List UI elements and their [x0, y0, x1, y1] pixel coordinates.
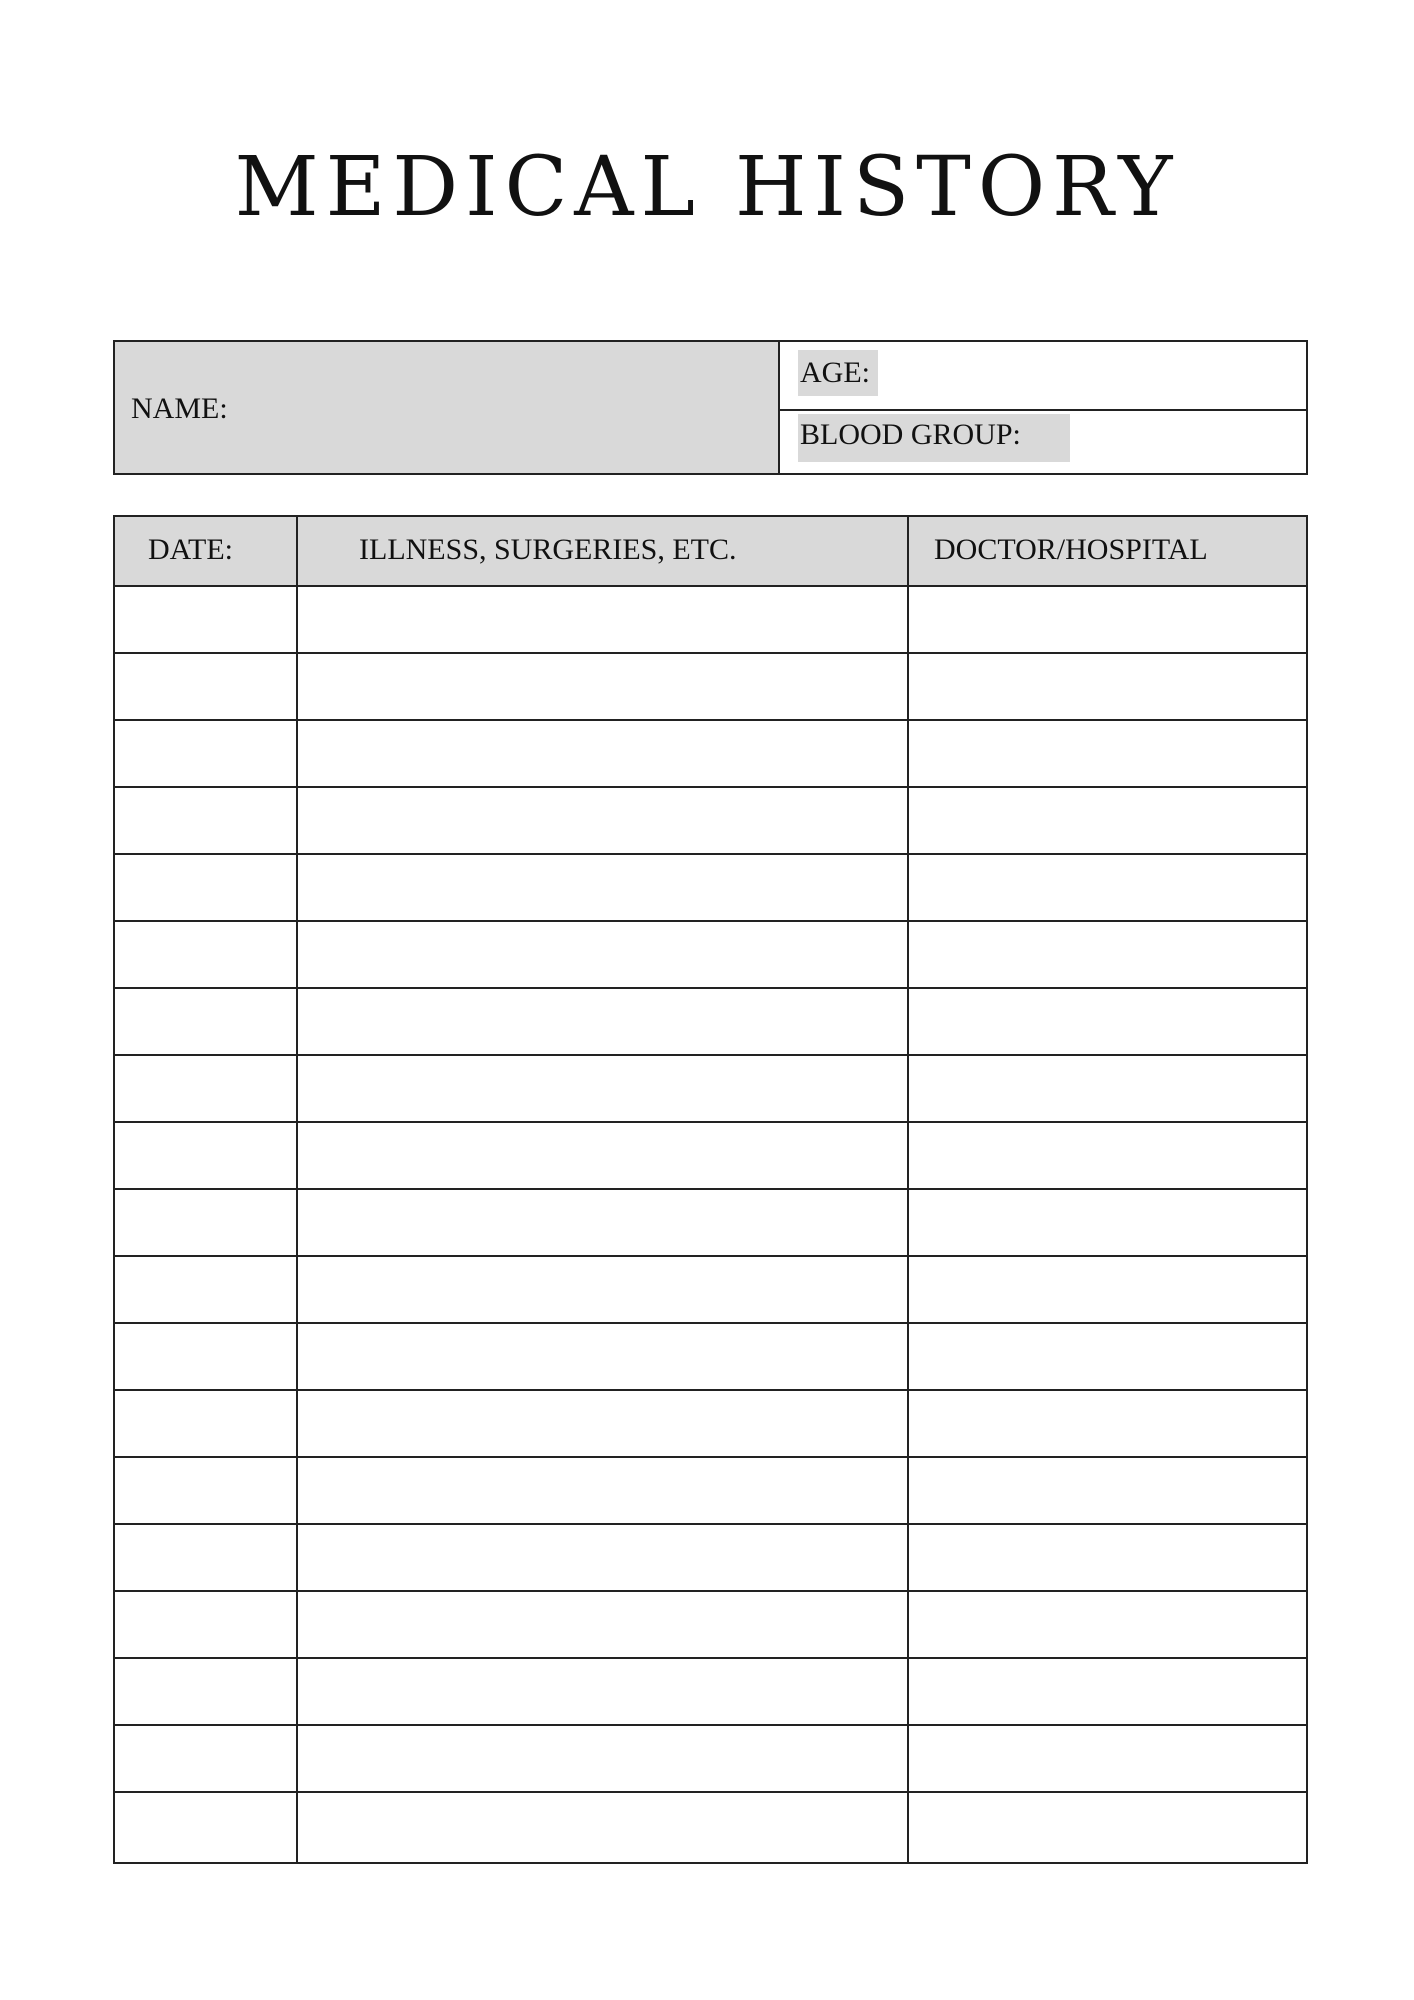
table-row [115, 1123, 1306, 1190]
table-row [115, 1324, 1306, 1391]
date-cell[interactable] [115, 1123, 296, 1188]
doctor-cell[interactable] [909, 1190, 1306, 1255]
table-row [115, 788, 1306, 855]
doctor-cell[interactable] [909, 654, 1306, 719]
illness-cell[interactable] [298, 1391, 907, 1456]
illness-cell[interactable] [298, 1793, 907, 1860]
date-cell[interactable] [115, 1726, 296, 1791]
illness-cell[interactable] [298, 1257, 907, 1322]
illness-cell[interactable] [298, 1592, 907, 1657]
medical-history-table [113, 515, 1308, 1864]
age-label: AGE: [798, 350, 878, 396]
table-row [115, 1592, 1306, 1659]
illness-cell[interactable] [298, 1726, 907, 1791]
table-row [115, 1659, 1306, 1726]
doctor-cell[interactable] [909, 1056, 1306, 1121]
blood-group-field[interactable] [780, 411, 1306, 473]
illness-cell[interactable] [298, 1458, 907, 1523]
date-cell[interactable] [115, 721, 296, 786]
doctor-cell[interactable] [909, 721, 1306, 786]
date-cell[interactable] [115, 1525, 296, 1590]
doctor-cell[interactable] [909, 1391, 1306, 1456]
doctor-cell[interactable] [909, 922, 1306, 987]
doctor-cell[interactable] [909, 1726, 1306, 1791]
date-cell[interactable] [115, 1592, 296, 1657]
column-header-date: DATE: [148, 533, 233, 566]
table-row [115, 1190, 1306, 1257]
table-row [115, 1793, 1306, 1860]
doctor-cell[interactable] [909, 855, 1306, 920]
illness-cell[interactable] [298, 1190, 907, 1255]
column-header-doctor: DOCTOR/HOSPITAL [934, 533, 1208, 566]
date-cell[interactable] [115, 788, 296, 853]
patient-info-box [113, 340, 1308, 475]
doctor-cell[interactable] [909, 587, 1306, 652]
doctor-cell[interactable] [909, 1592, 1306, 1657]
doctor-cell[interactable] [909, 1525, 1306, 1590]
doctor-cell[interactable] [909, 1793, 1306, 1860]
table-body [115, 587, 1306, 1860]
date-cell[interactable] [115, 1056, 296, 1121]
age-field[interactable] [780, 342, 1306, 411]
page-title: MEDICAL HISTORY [234, 140, 1180, 235]
date-cell[interactable] [115, 1257, 296, 1322]
table-row [115, 1056, 1306, 1123]
illness-cell[interactable] [298, 1123, 907, 1188]
table-header-row [115, 517, 1306, 587]
blood-group-label: BLOOD GROUP: [798, 414, 1070, 462]
date-cell[interactable] [115, 1659, 296, 1724]
column-header-illness: ILLNESS, SURGERIES, ETC. [359, 533, 737, 566]
date-cell[interactable] [115, 1793, 296, 1860]
illness-cell[interactable] [298, 788, 907, 853]
table-row [115, 1525, 1306, 1592]
date-cell[interactable] [115, 855, 296, 920]
table-row [115, 721, 1306, 788]
date-cell[interactable] [115, 989, 296, 1054]
doctor-cell[interactable] [909, 1659, 1306, 1724]
illness-cell[interactable] [298, 1659, 907, 1724]
date-cell[interactable] [115, 587, 296, 652]
illness-cell[interactable] [298, 1525, 907, 1590]
table-row [115, 587, 1306, 654]
date-cell[interactable] [115, 1324, 296, 1389]
date-cell[interactable] [115, 1391, 296, 1456]
doctor-cell[interactable] [909, 989, 1306, 1054]
illness-cell[interactable] [298, 654, 907, 719]
doctor-cell[interactable] [909, 1324, 1306, 1389]
illness-cell[interactable] [298, 1324, 907, 1389]
illness-cell[interactable] [298, 855, 907, 920]
table-row [115, 1458, 1306, 1525]
doctor-cell[interactable] [909, 788, 1306, 853]
doctor-cell[interactable] [909, 1458, 1306, 1523]
date-cell[interactable] [115, 1458, 296, 1523]
table-row [115, 855, 1306, 922]
doctor-cell[interactable] [909, 1123, 1306, 1188]
illness-cell[interactable] [298, 922, 907, 987]
name-field[interactable] [115, 342, 780, 473]
date-cell[interactable] [115, 1190, 296, 1255]
table-row [115, 1257, 1306, 1324]
illness-cell[interactable] [298, 721, 907, 786]
table-row [115, 1391, 1306, 1458]
illness-cell[interactable] [298, 587, 907, 652]
illness-cell[interactable] [298, 1056, 907, 1121]
date-cell[interactable] [115, 922, 296, 987]
name-label: NAME: [131, 392, 228, 425]
table-row [115, 989, 1306, 1056]
table-row [115, 654, 1306, 721]
illness-cell[interactable] [298, 989, 907, 1054]
doctor-cell[interactable] [909, 1257, 1306, 1322]
table-row [115, 922, 1306, 989]
date-cell[interactable] [115, 654, 296, 719]
table-row [115, 1726, 1306, 1793]
